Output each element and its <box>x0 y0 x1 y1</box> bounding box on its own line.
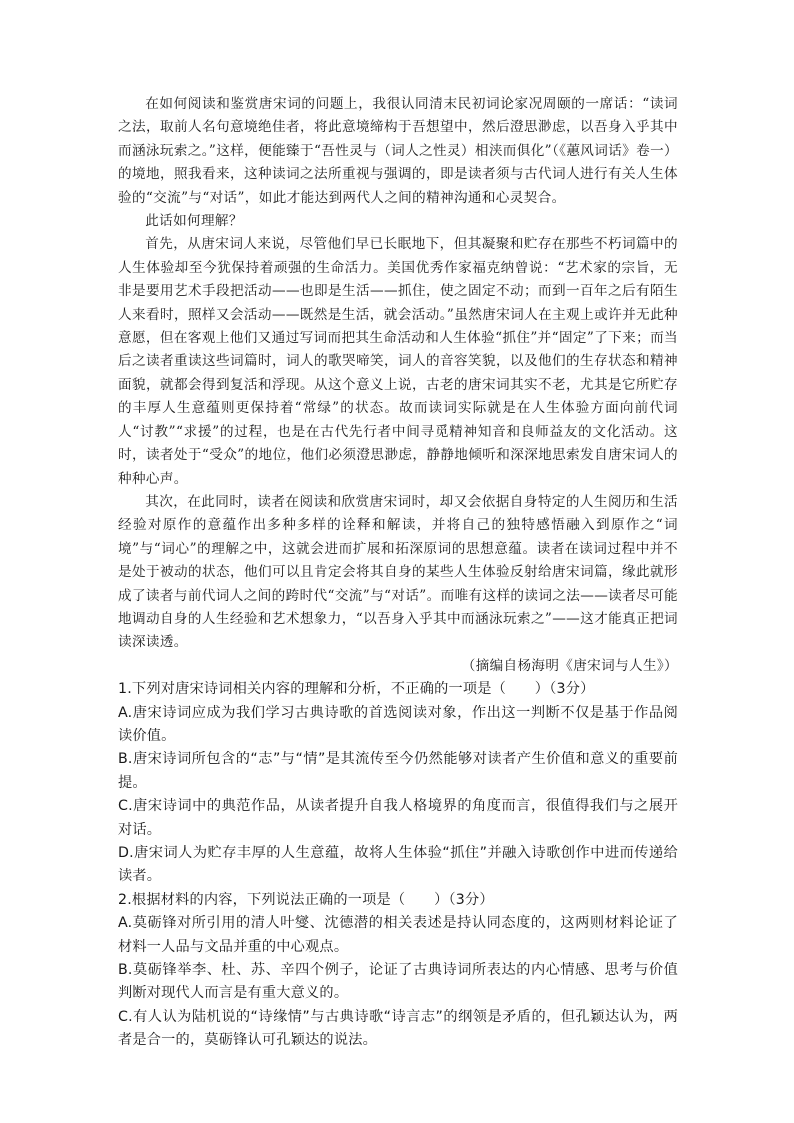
passage-paragraph-2: 此话如何理解？ <box>145 213 243 230</box>
question-option: D.唐宋词人为贮存丰厚的人生意蕴，故将人生体验“抓住”并融入诗歌创作中进而传递给读者。 <box>118 845 678 885</box>
passage-paragraph-4: 其次，在此同时，读者在阅读和欣赏唐宋词时，却又会依据自身特定的人生阅历和生活经验对原作的意蕴作出多种多样的诠释和解读，并将自己的独特感悟融入到原作之“词境”与“词心”的理解之中，这就会进而扩展和拓深原词的思想意蕴。读者在读词过程中并不是处于被动的状态，他们可以且肯定会将其自身的某些人生体验反射给唐宋词篇，缘此就形成了读者与前代词人之间的跨时代“交流”与“对话”。而唯有这样的读词之法——读者尽可能地调动自身的人生经验和艺术想象力，“以吾身入乎其中而涵泳玩索之”——这才能真正把词读深读透。 <box>118 493 678 651</box>
question-option: A.唐宋诗词应成为我们学习古典诗歌的首选阅读对象，作出这一判断不仅是基于作品阅读价值。 <box>118 704 678 744</box>
question-stem: 1.下列对唐宋诗词相关内容的理解和分析，不正确的一项是（ ）（3分） <box>118 681 595 698</box>
question-stem: 2.根据材料的内容，下列说法正确的一项是（ ）（3分） <box>118 891 494 908</box>
question-1 <box>118 678 678 889</box>
question-option: B.莫砺锋举李、杜、苏、辛四个例子，论证了古典诗词所表达的内心情感、思考与价值判断对现代人而言是有重大意义的。 <box>118 962 678 1002</box>
passage-paragraph-3: 首先，从唐宋词人来说，尽管他们早已长眠地下，但其凝聚和贮存在那些不朽词篇中的人生体验却至今犹保持着顽强的生命活力。美国优秀作家福克纳曾说：“艺术家的宗旨，无非是要用艺术手段把活动——也即是生活——抓住，使之固定不动；而到一百年之后有陌生人来看时，照样又会活动——既然是生活，就会活动。”虽然唐宋词人在主观上或许并无此种意愿，但在客观上他们又通过写词而把其生命活动和人生体验“抓住”并“固定”了下来；而当后之读者重读这些词篇时，词人的歌哭啼笑，词人的音容笑貌，以及他们的生存状态和精神面貌，就都会得到复活和浮现。从这个意义上说，古老的唐宋词其实不老，尤其是它所贮存的丰厚人生意蕴则更保持着“常绿”的状态。故而读词实际就是在人生体验方面向前代词人“讨教”“求援”的过程，也是在古代先行者中间寻觅精神知音和良师益友的文化活动。这时，读者处于“受众”的地位，他们必须澄思渺虑，静静地倾听和深深地思索发自唐宋词人的种种心声。 <box>118 236 678 487</box>
question-option: B.唐宋诗词所包含的“志”与“情”是其流传至今仍然能够对读者产生价值和意义的重要前提。 <box>118 751 678 791</box>
reading-passage <box>118 93 678 655</box>
passage-source: （摘编自杨海明《唐宋词与人生》） <box>461 657 678 674</box>
passage-paragraph-1: 在如何阅读和鉴赏唐宋词的问题上，我很认同清末民初词论家况周颐的一席话：“读词之法，取前人名句意境绝佳者，将此意境缔构于吾想望中，然后澄思渺虑，以吾身入乎其中而涵泳玩索之。”这样，便能臻于“吾性灵与（词人之性灵）相浃而俱化”（《蕙风词话》卷一）的境地，照我看来，这种读词之法所重视与强调的，即是读者须与古代词人进行有关人生体验的“交流”与“对话”，如此才能达到两代人之间的精神沟通和心灵契合。 <box>118 96 678 206</box>
question-option: C.有人认为陆机说的“诗缘情”与古典诗歌“诗言志”的纲领是矛盾的，但孔颖达认为，两者是合一的，莫砺锋认可孔颖达的说法。 <box>118 1008 678 1049</box>
question-option: C.唐宋诗词中的典范作品，从读者提升自我人格境界的角度而言，很值得我们与之展开对话。 <box>118 798 678 838</box>
exam-page <box>118 93 678 1053</box>
question-2 <box>118 889 678 1053</box>
question-list <box>118 678 678 1053</box>
question-option: A.莫砺锋对所引用的清人叶燮、沈德潜的相关表述是持认同态度的，这两则材料论证了材料一人品与文品并重的中心观点。 <box>118 915 678 955</box>
